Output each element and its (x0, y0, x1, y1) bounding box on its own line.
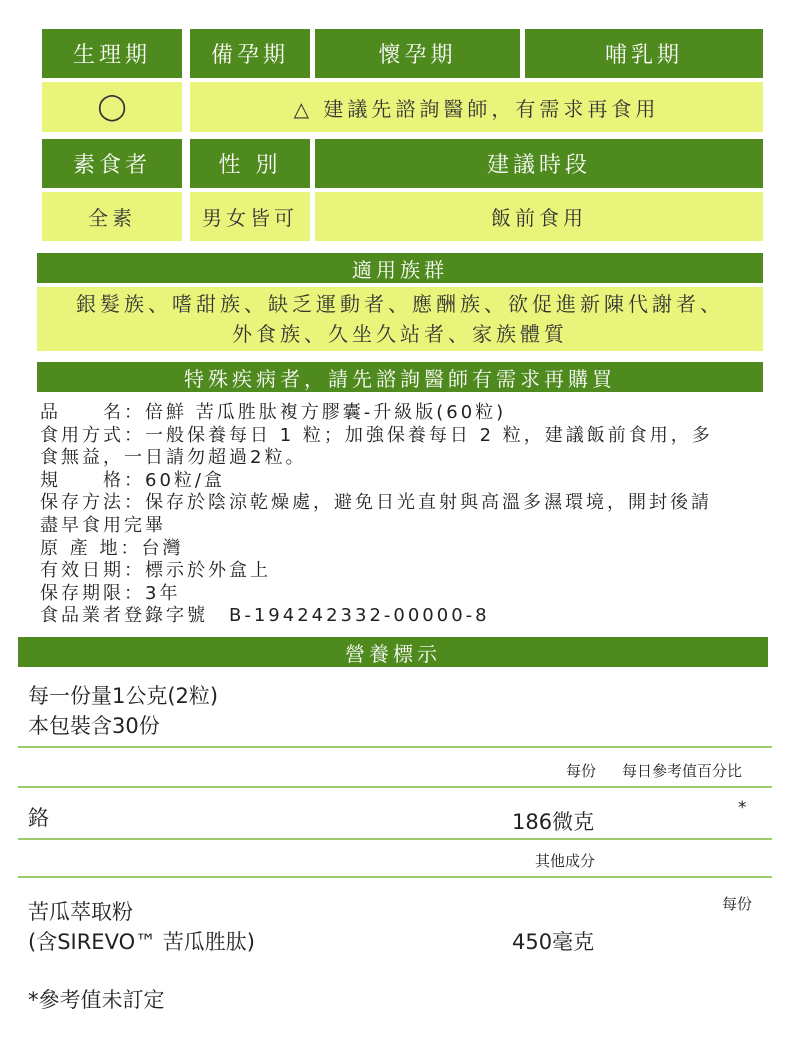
header-cell-preparing-pregnancy: 備孕期 (190, 29, 310, 78)
divider (18, 746, 772, 748)
header-cell-physiological: 生理期 (42, 29, 182, 78)
footnote: *參考值未訂定 (28, 988, 165, 1012)
target-group-title: 適用族群 (37, 253, 763, 283)
registration-line: 食品業者登錄字號 B-194242332-00000-8 (40, 605, 490, 627)
target-group-list (37, 287, 763, 351)
extract-detail: (含SIREVO™ 苦瓜胜肽) (28, 930, 255, 954)
usage-line: 食用方式：一般保養每日 1 粒；加強保養每日 2 粒，建議飯前食用，多 (40, 424, 713, 446)
servings-per-package: 本包裝含30份 (28, 714, 160, 738)
target-group-line: 外食族、久坐久站者、家族體質 (232, 322, 568, 346)
divider (18, 876, 772, 878)
other-col-per-serving: 每份 (722, 895, 753, 913)
origin-line: 原 產 地：台灣 (40, 537, 184, 559)
target-group-line: 銀髮族、嗜甜族、缺乏運動者、應酬族、欲促進新陳代謝者、 (76, 292, 724, 316)
header-cell-gender: 性 別 (190, 139, 310, 188)
chromium-value: 186微克 (512, 810, 595, 834)
shelf-life-line: 保存期限：3年 (40, 582, 181, 604)
expiry-line: 有效日期：標示於外盒上 (40, 560, 271, 582)
col-daily-percentage: 每日參考值百分比 (622, 762, 743, 780)
col-per-serving: 每份 (566, 762, 597, 780)
storage-line: 保存方法：保存於陰涼乾燥處，避免日光直射與高溫多濕環境，開封後請 (40, 492, 712, 514)
header-cell-pregnancy: 懷孕期 (315, 29, 520, 78)
product-info-block (40, 402, 775, 628)
warning-bar: 特殊疾病者，請先諮詢醫師有需求再購買 (37, 362, 763, 392)
product-name-line: 品 名：倍鮮 苦瓜胜肽複方膠囊-升級版(60粒) (40, 402, 507, 423)
chromium-label: 鉻 (28, 806, 49, 830)
vegetarian-value-cell: 全素 (42, 192, 182, 241)
header-cell-suggested-time: 建議時段 (315, 139, 763, 188)
extract-name: 苦瓜萃取粉 (28, 900, 133, 924)
circle-symbol-cell: ◯ (42, 82, 182, 132)
extract-value: 450毫克 (512, 930, 595, 954)
other-ingredients-label: 其他成分 (535, 852, 596, 870)
storage-line-cont: 盡早食用完畢 (40, 514, 166, 536)
advice-note-cell: △ 建議先諮詢醫師，有需求再食用 (190, 82, 763, 132)
serving-size: 每一份量1公克(2粒) (28, 684, 219, 708)
chromium-daily-pct: * (738, 798, 747, 818)
spec-line: 規 格：60粒/盒 (40, 469, 225, 491)
header-cell-breastfeeding: 哺乳期 (525, 29, 763, 78)
header-cell-vegetarian: 素食者 (42, 139, 182, 188)
time-value-cell: 飯前食用 (315, 192, 763, 241)
usage-line-cont: 食無益，一日請勿超過2粒。 (40, 447, 307, 469)
divider (18, 786, 772, 788)
nutrition-title: 營養標示 (18, 637, 768, 667)
divider (18, 838, 772, 840)
gender-value-cell: 男女皆可 (190, 192, 310, 241)
